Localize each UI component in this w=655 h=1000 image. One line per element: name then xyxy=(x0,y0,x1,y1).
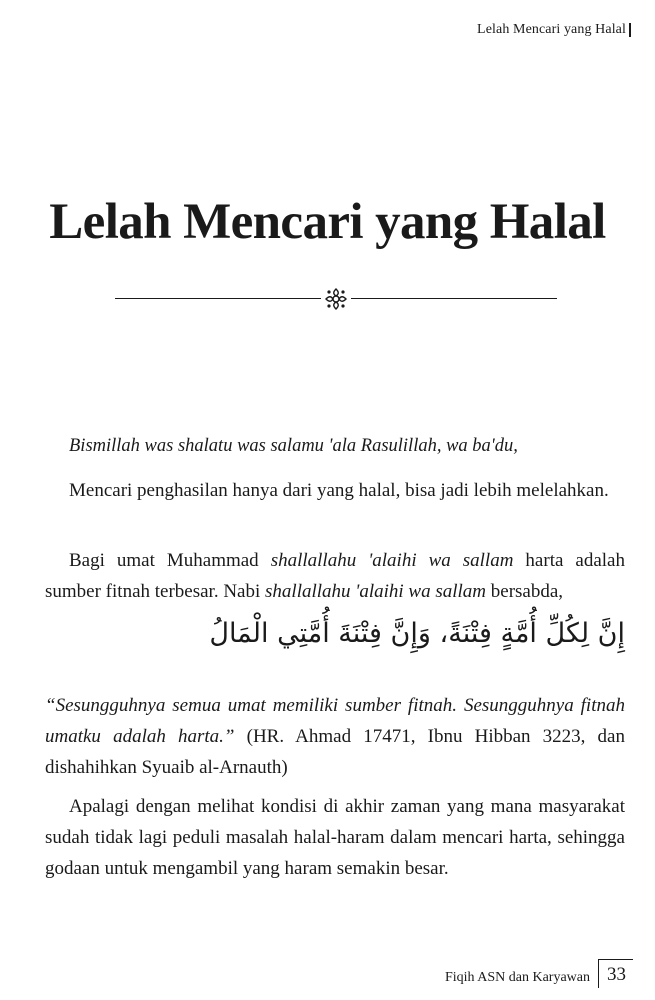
p2-part-a: Bagi umat Muhammad xyxy=(69,550,271,571)
paragraph-1 xyxy=(45,475,625,506)
translation-quote: “Sesungguhnya semua umat memiliki sumber fitnah. Sesungguhnya fitnah umatku adalah harta.” xyxy=(45,695,625,747)
paragraph-2-text xyxy=(45,545,625,607)
hadith-reference: (HR. Ahmad 17471, Ibnu Hibban 3223, dan dishahihkan Syuaib al-Arnauth) xyxy=(45,726,625,778)
divider-rule-right xyxy=(351,298,557,299)
paragraph-3 xyxy=(45,791,625,884)
paragraph-3-text: Apalagi dengan melihat kondisi di akhir zaman yang mana masyarakat sudah tidak lagi peduli masalah halal-haram dalam mencari harta, sehingga godaan untuk mengambil yang haram semakin besar. xyxy=(45,796,625,879)
paragraph-2 xyxy=(45,545,625,607)
running-header xyxy=(477,22,631,38)
running-header-title: Lelah Mencari yang Halal xyxy=(477,22,626,37)
page-number: 33 xyxy=(598,959,633,988)
running-footer xyxy=(445,959,633,988)
footer-book-title: Fiqih ASN dan Karyawan xyxy=(444,970,590,985)
flower-ornament-icon xyxy=(324,288,348,310)
chapter-title: Lelah Mencari yang Halal xyxy=(49,194,606,250)
divider-rule-left xyxy=(115,298,321,299)
opening-salutation: Bismillah was shalatu was salamu 'ala Rasulillah, wa ba'du, xyxy=(69,436,518,456)
paragraph-1-text: Mencari penghasilan hanya dari yang halal, bisa jadi lebih melelahkan. xyxy=(69,480,609,501)
header-divider xyxy=(629,23,631,37)
arabic-hadith-text: إِنَّ لِكُلِّ أُمَّةٍ فِتْنَةً، وَإِنَّ فِتْنَةَ أُمَّتِي الْمَالُ xyxy=(209,618,625,649)
p2-honorific-1: shallallahu 'alaihi wa sallam xyxy=(270,550,514,571)
p2-part-e: bersabda, xyxy=(486,581,564,602)
hadith-translation-text xyxy=(45,690,625,783)
title-ornament-divider xyxy=(115,288,557,310)
p2-part-c: harta adalah sumber fitnah terbesar. Nabi xyxy=(45,550,625,602)
hadith-translation xyxy=(45,690,625,783)
p2-honorific-2: shallallahu 'alaihi wa sallam xyxy=(265,581,487,602)
